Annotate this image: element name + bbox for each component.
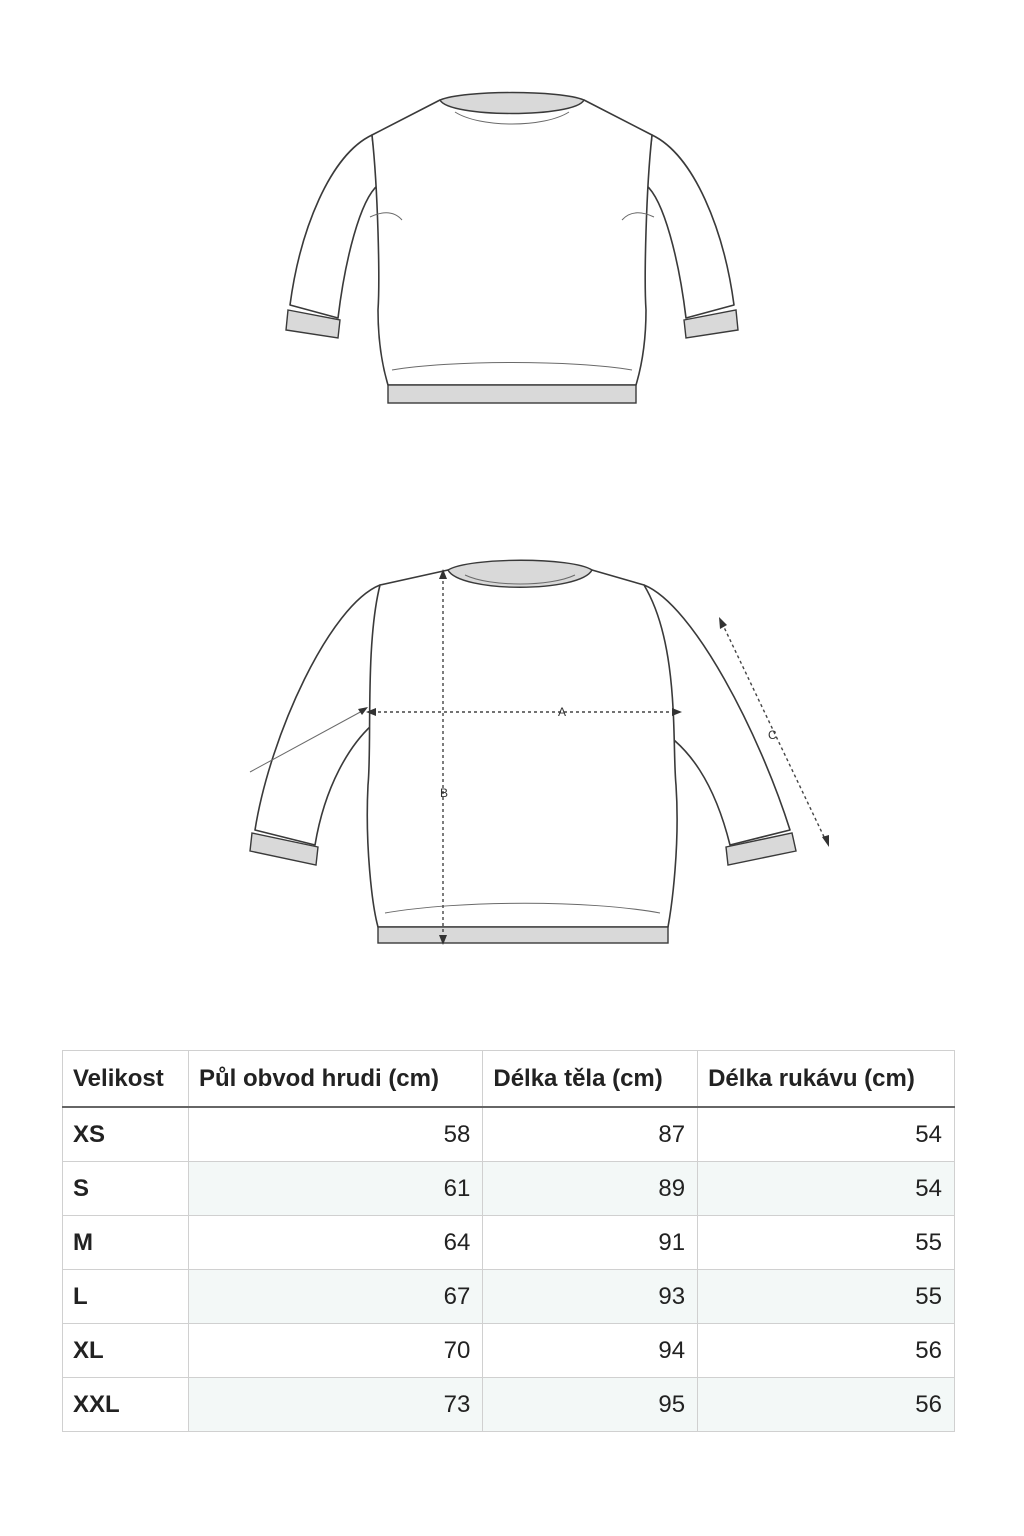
size-cell: XL <box>63 1324 189 1378</box>
table-row <box>63 1378 955 1432</box>
size-cell: XXL <box>63 1378 189 1432</box>
chest-cell: 73 <box>189 1378 483 1432</box>
sleeve-length-cell: 56 <box>698 1378 955 1432</box>
sleeve-length-cell: 54 <box>698 1107 955 1162</box>
table-row <box>63 1270 955 1324</box>
body-length-cell: 91 <box>483 1216 698 1270</box>
body-length-cell: 95 <box>483 1378 698 1432</box>
sleeve-length-cell: 55 <box>698 1216 955 1270</box>
measure-label-c: C <box>768 728 777 742</box>
table-row <box>63 1216 955 1270</box>
size-cell: S <box>63 1162 189 1216</box>
size-cell: M <box>63 1216 189 1270</box>
sleeve-length-cell: 56 <box>698 1324 955 1378</box>
table-header-row <box>63 1051 955 1108</box>
chest-cell: 64 <box>189 1216 483 1270</box>
chest-cell: 67 <box>189 1270 483 1324</box>
body-length-cell: 87 <box>483 1107 698 1162</box>
table-row <box>63 1162 955 1216</box>
body-length-cell: 89 <box>483 1162 698 1216</box>
sweatshirt-measurement-figure <box>0 545 1024 975</box>
chest-cell: 70 <box>189 1324 483 1378</box>
body-length-cell: 93 <box>483 1270 698 1324</box>
chest-cell: 58 <box>189 1107 483 1162</box>
table-row <box>63 1107 955 1162</box>
sweatshirt-front-figure <box>0 60 1024 440</box>
sleeve-length-cell: 54 <box>698 1162 955 1216</box>
column-header-body-length: Délka těla (cm) <box>483 1051 698 1108</box>
chest-cell: 61 <box>189 1162 483 1216</box>
column-header-sleeve-length: Délka rukávu (cm) <box>698 1051 955 1108</box>
sweatshirt-front-icon <box>0 60 1024 440</box>
table-row <box>63 1324 955 1378</box>
sleeve-length-cell: 55 <box>698 1270 955 1324</box>
size-cell: L <box>63 1270 189 1324</box>
size-table <box>62 1050 955 1432</box>
size-cell: XS <box>63 1107 189 1162</box>
measure-label-b: B <box>440 786 449 800</box>
sweatshirt-measurement-icon <box>0 545 1024 975</box>
body-length-cell: 94 <box>483 1324 698 1378</box>
column-header-size: Velikost <box>63 1051 189 1108</box>
measure-label-a: A <box>558 705 567 719</box>
column-header-chest: Půl obvod hrudi (cm) <box>189 1051 483 1108</box>
